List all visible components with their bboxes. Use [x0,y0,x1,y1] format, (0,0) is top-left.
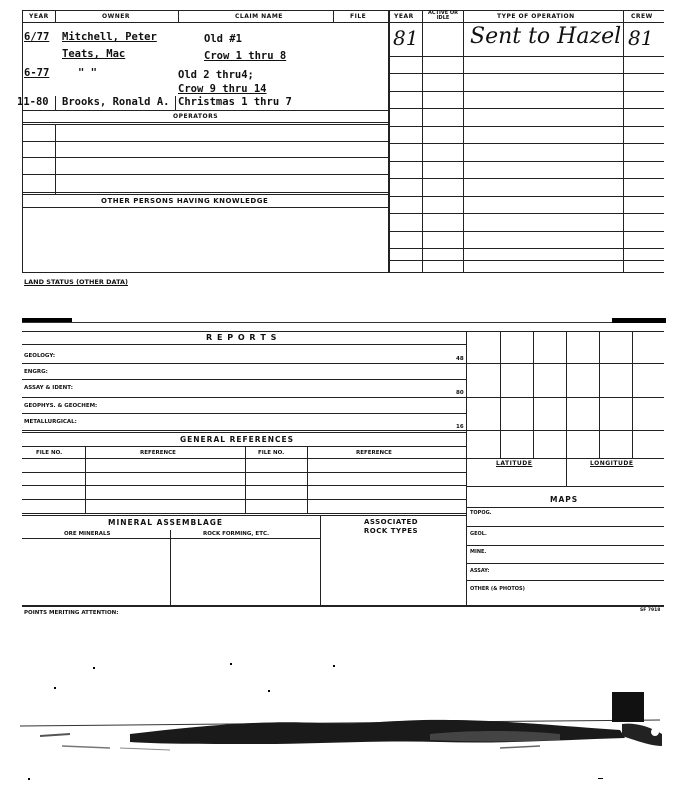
header-owner: OWNER [102,13,130,20]
header-active-idle: ACTIVE OR IDLE [428,10,458,21]
row3-claim: Old 2 thru4; [178,69,254,81]
form-number: SF 7918 [640,608,661,613]
gr-header-file1: FILE NO. [36,450,63,456]
land-status-label: LAND STATUS (OTHER DATA) [24,278,128,286]
gr-header-ref2: REFERENCE [356,450,392,456]
row3-owner: " " [78,67,97,79]
operators-title: OPERATORS [173,113,219,120]
row5-year: 11-80 [17,96,49,108]
mineral-assemblage-title: MINERAL ASSEMBLAGE [108,518,224,527]
header-op-year: YEAR [394,13,414,20]
row5-owner: Brooks, Ronald A. [62,96,170,108]
row3-year: 6-77 [24,67,50,79]
report-assay: ASSAY & IDENT: [24,385,73,391]
report-metallurgical: METALLURGICAL: [24,419,77,425]
map-mine: MINE. [470,549,487,555]
associated-rock-types-header: ASSOCIATED ROCK TYPES [363,518,419,535]
map-assay: ASSAY: [470,568,490,574]
header-file: FILE [350,13,367,20]
gr-header-ref1: REFERENCE [140,450,176,456]
separator-mark-right [612,318,666,323]
row1-year: 6/77 [24,31,50,43]
reports-title: R E P O R T S [206,333,278,342]
general-references-title: GENERAL REFERENCES [180,435,294,444]
report-metallurgical-num: 16 [456,424,464,430]
handwritten-crew: 81 [628,26,654,50]
header-crew: CREW [631,13,653,20]
report-geology: GEOLOGY: [24,353,56,359]
row1-claim: Old #1 [204,33,242,45]
header-claim-name: CLAIM NAME [235,13,283,20]
longitude-label: LONGITUDE [590,460,634,467]
row2-owner: Teats, Mac [62,48,126,60]
ore-minerals-header: ORE MINERALS [64,531,111,537]
scan-noise-band [0,690,678,760]
map-other: OTHER (& PHOTOS) [470,586,525,592]
report-geology-num: 48 [456,356,464,362]
handwritten-year: 81 [393,26,419,50]
other-persons-title: OTHER PERSONS HAVING KNOWLEDGE [101,197,269,205]
report-engrg: ENGRG: [24,369,48,375]
maps-title: MAPS [550,495,579,504]
report-geophys: GEOPHYS. & GEOCHEM: [24,403,98,409]
row2-claim: Crow 1 thru 8 [204,50,287,62]
row4-claim: Crow 9 thru 14 [178,83,267,95]
latitude-label: LATITUDE [496,460,533,467]
row5-claim: Christmas 1 thru 7 [178,96,292,108]
header-type-operation: TYPE OF OPERATION [497,13,575,20]
header-year: YEAR [29,13,49,20]
handwritten-operation: Sent to Hazel [470,24,622,49]
row1-owner: Mitchell, Peter [62,31,157,43]
map-geol: GEOL. [470,531,487,537]
gr-header-file2: FILE NO. [258,450,285,456]
rock-forming-header: ROCK FORMING, ETC. [203,531,270,537]
report-assay-num: 80 [456,390,464,396]
map-topog: TOPOG. [470,510,492,516]
points-meriting-attention: POINTS MERITING ATTENTION: [24,610,119,616]
